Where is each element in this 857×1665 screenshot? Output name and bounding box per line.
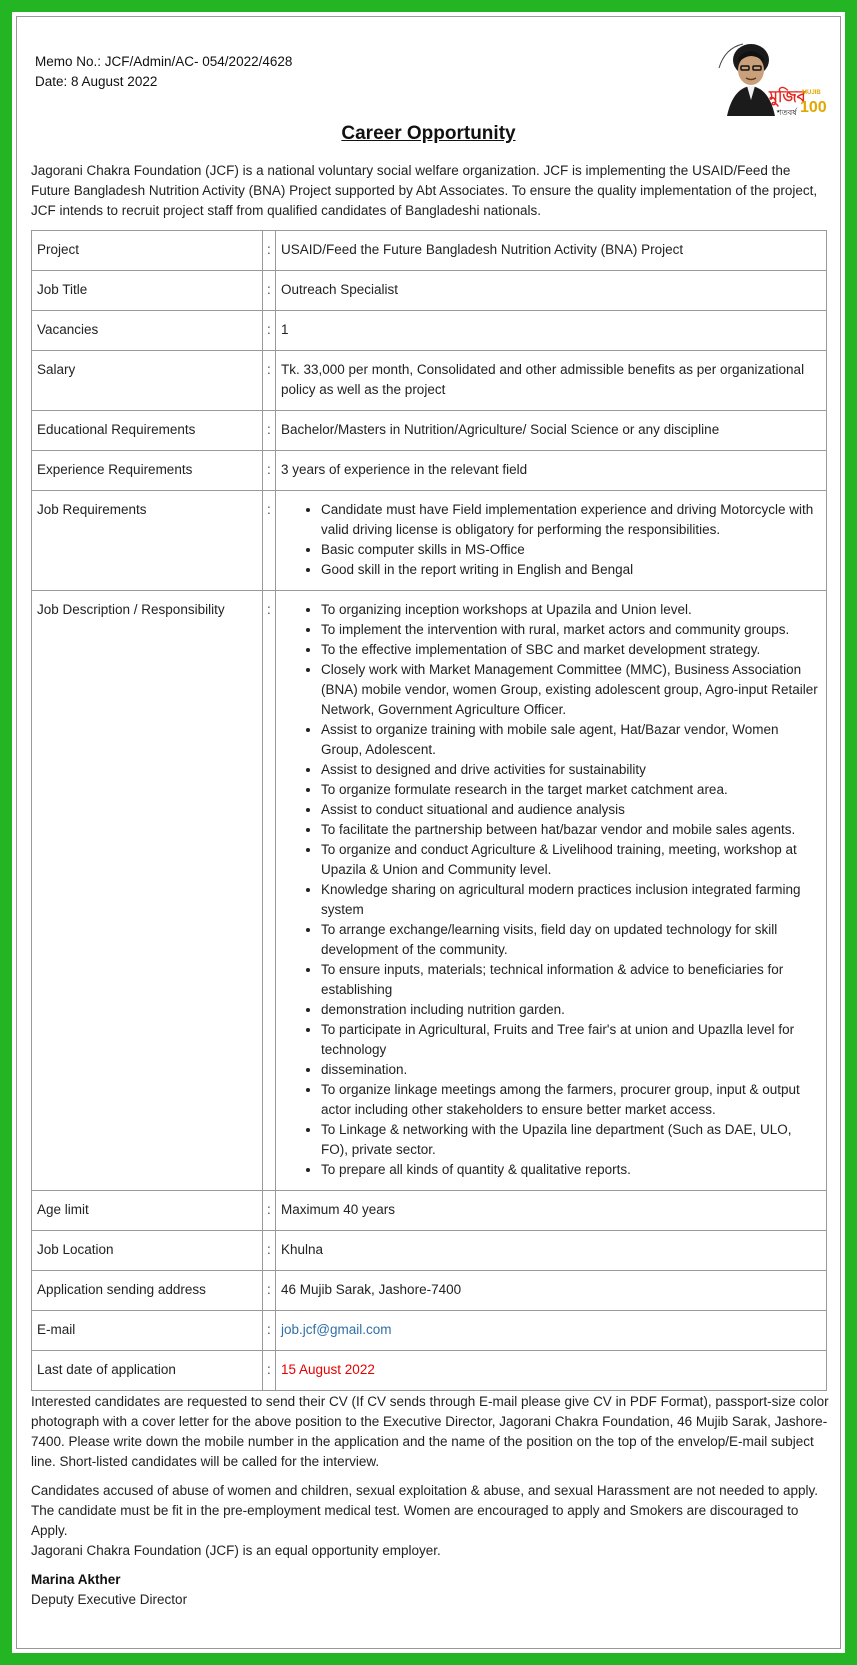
list-item: • To prepare all kinds of quantity & qualitative reports. (321, 1160, 822, 1180)
list-item: • Assist to conduct situational and audience analysis (321, 800, 822, 820)
memo-number: Memo No.: JCF/Admin/AC- 054/2022/4628 (35, 54, 293, 69)
list-item: • To facilitate the partnership between hat/bazar vendor and mobile sales agents. (321, 820, 822, 840)
row-value: Tk. 33,000 per month, Consolidated and other admissible benefits as per organizational policy as well as the project (276, 351, 827, 411)
list-item: • Good skill in the report writing in English and Bengal (321, 560, 822, 580)
list-item: • To implement the intervention with rural, market actors and community groups. (321, 620, 822, 640)
row-separator: : (263, 411, 276, 451)
row-value (276, 491, 827, 591)
row-value: 1 (276, 311, 827, 351)
row-value: Maximum 40 years (276, 1191, 827, 1231)
responsibility-list (281, 600, 822, 1180)
list-item: • dissemination. (321, 1060, 822, 1080)
row-separator: : (263, 311, 276, 351)
svg-text:MUJIB: MUJIB (802, 90, 821, 96)
table-row-education (32, 411, 827, 451)
row-separator: : (263, 231, 276, 271)
row-label: Last date of application (32, 1351, 263, 1391)
table-row-job-location (32, 1231, 827, 1271)
table-row-age-limit (32, 1191, 827, 1231)
list-item: • Candidate must have Field implementation experience and driving Motorcycle with valid driving license is obligatory for performing the responsibilities. (321, 500, 822, 540)
list-item: • To Linkage & networking with the Upazila line department (Such as DAE, ULO, FO), private sector. (321, 1120, 822, 1160)
row-value (276, 1351, 827, 1391)
row-separator: : (263, 271, 276, 311)
row-separator: : (263, 491, 276, 591)
list-item: • Assist to designed and drive activities for sustainability (321, 760, 822, 780)
table-row-project (32, 231, 827, 271)
table-row-deadline (32, 1351, 827, 1391)
row-value: Outreach Specialist (276, 271, 827, 311)
table-row-job-title (32, 271, 827, 311)
row-label: Job Description / Responsibility (32, 591, 263, 1191)
row-label: Salary (32, 351, 263, 411)
closing-section (31, 1392, 831, 1610)
job-requirements-list (281, 500, 822, 580)
table-row-address (32, 1271, 827, 1311)
instructions-paragraph: Interested candidates are requested to send their CV (If CV sends through E-mail please give CV in PDF Format), passport-size color photograph with a cover letter for the above position to the Executive Director, Jagorani Chakra Foundation, 46 Mujib Sarak, Jashore- 7400. Please write down the mobile number in the application and the name of the position on the top of the envelop/E-mail subject line. Short-listed candidates will be called for the interview. (31, 1394, 829, 1469)
intro-paragraph: Jagorani Chakra Foundation (JCF) is a national voluntary social welfare organization. JCF is implementing the USAID/Feed the Future Bangladesh Nutrition Activity (BNA) Project supported by Abt Associates. To ensure the quality implementation of the project, JCF intends to recruit project staff from qualified candidates of Bangladeshi nationals. (31, 163, 818, 218)
row-value (276, 591, 827, 1191)
job-details-table (31, 230, 827, 1391)
row-value (276, 1311, 827, 1351)
row-label: Job Title (32, 271, 263, 311)
row-separator: : (263, 1311, 276, 1351)
row-separator: : (263, 351, 276, 411)
list-item: • Knowledge sharing on agricultural modern practices inclusion integrated farming system (321, 880, 822, 920)
svg-text:মুজিব: মুজিব (769, 87, 806, 106)
row-separator: : (263, 451, 276, 491)
row-value: 46 Mujib Sarak, Jashore-7400 (276, 1271, 827, 1311)
row-label: Age limit (32, 1191, 263, 1231)
row-value: 3 years of experience in the relevant field (276, 451, 827, 491)
list-item: • To ensure inputs, materials; technical information & advice to beneficiaries for establishing (321, 960, 822, 1000)
list-item: • To organize and conduct Agriculture & Livelihood training, meeting, workshop at Upazila & Union and Community level. (321, 840, 822, 880)
equal-opportunity-text: Jagorani Chakra Foundation (JCF) is an equal opportunity employer. (31, 1543, 441, 1558)
signatory-title: Deputy Executive Director (31, 1592, 188, 1607)
row-label: Vacancies (32, 311, 263, 351)
table-row-job-description (32, 591, 827, 1191)
list-item: • demonstration including nutrition garden. (321, 1000, 822, 1020)
list-item: • Basic computer skills in MS-Office (321, 540, 822, 560)
table-row-vacancies (32, 311, 827, 351)
row-value: Khulna (276, 1231, 827, 1271)
row-separator: : (263, 591, 276, 1191)
table-row-job-requirements (32, 491, 827, 591)
table-row-email (32, 1311, 827, 1351)
row-value: USAID/Feed the Future Bangladesh Nutrition Activity (BNA) Project (276, 231, 827, 271)
list-item: • To participate in Agricultural, Fruits and Tree fair's at union and Upazlla level for technology (321, 1020, 822, 1060)
memo-date: Date: 8 August 2022 (35, 74, 158, 89)
disclaimer-paragraph: Candidates accused of abuse of women and children, sexual exploitation & abuse, and sexual Harassment are not needed to apply. The candidate must be fit in the pre-employment medical test. Women are encouraged to apply and Smokers are discouraged to Apply. (31, 1483, 819, 1538)
table-row-experience (32, 451, 827, 491)
row-separator: : (263, 1231, 276, 1271)
signatory-name: Marina Akther (31, 1572, 121, 1587)
row-label: Experience Requirements (32, 451, 263, 491)
email-link[interactable]: job.jcf@gmail.com (281, 1322, 392, 1337)
row-label: E-mail (32, 1311, 263, 1351)
row-separator: : (263, 1351, 276, 1391)
list-item: • To organize linkage meetings among the farmers, procurer group, input & output actor including other stakeholders to ensure better market access. (321, 1080, 822, 1120)
row-label: Application sending address (32, 1271, 263, 1311)
row-label: Job Requirements (32, 491, 263, 591)
list-item: • To organize formulate research in the target market catchment area. (321, 780, 822, 800)
list-item: • Closely work with Market Management Committee (MMC), Business Association (BNA) mobile vendor, women Group, existing adolescent group, Agro-input Retailer Network, Government Agriculture Officer. (321, 660, 822, 720)
list-item: • Assist to organize training with mobile sale agent, Hat/Bazar vendor, Women Group, Adolescent. (321, 720, 822, 760)
row-label: Educational Requirements (32, 411, 263, 451)
table-row-salary (32, 351, 827, 411)
memo-header (35, 52, 292, 92)
deadline-date: 15 August 2022 (281, 1362, 375, 1377)
mujib-portrait-icon (709, 38, 827, 118)
page-title: Career Opportunity (341, 123, 516, 144)
list-item: • To arrange exchange/learning visits, field day on updated technology for skill development of the community. (321, 920, 822, 960)
svg-text:100: 100 (800, 99, 827, 116)
row-label: Job Location (32, 1231, 263, 1271)
list-item: • To the effective implementation of SBC and market development strategy. (321, 640, 822, 660)
list-item: • To organizing inception workshops at Upazila and Union level. (321, 600, 822, 620)
row-label: Project (32, 231, 263, 271)
svg-text:শতবর্ষ: শতবর্ষ (777, 108, 797, 117)
row-separator: : (263, 1271, 276, 1311)
row-separator: : (263, 1191, 276, 1231)
row-value: Bachelor/Masters in Nutrition/Agriculture/ Social Science or any discipline (276, 411, 827, 451)
mujib-100-logo (709, 38, 827, 118)
